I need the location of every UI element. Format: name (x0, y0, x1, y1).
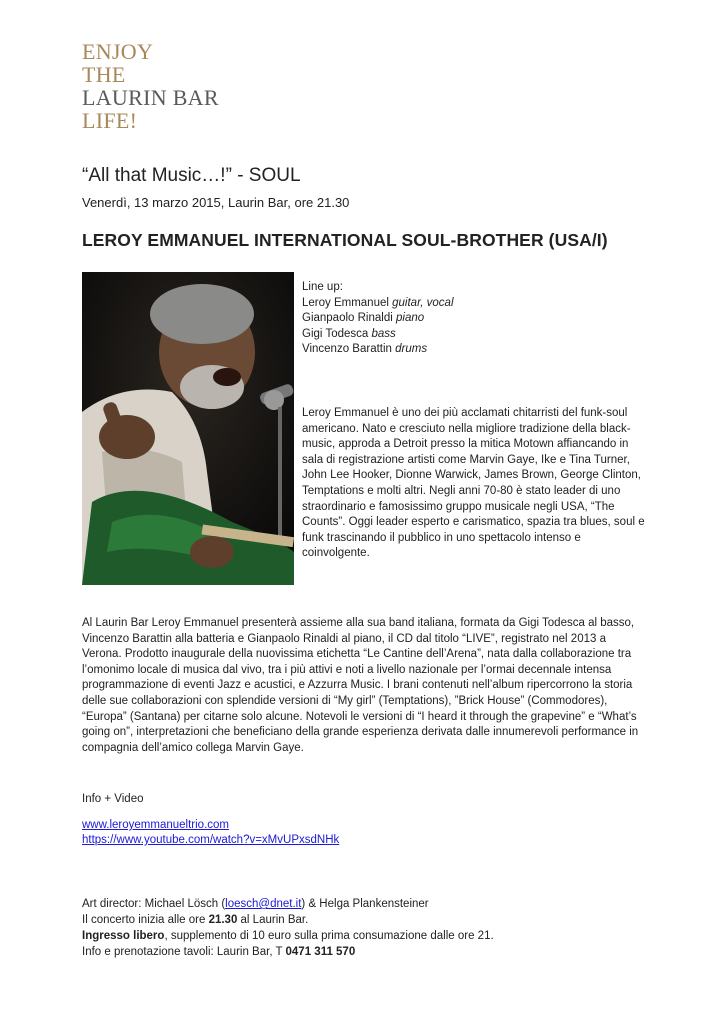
event-description: Al Laurin Bar Leroy Emmanuel presenterà assieme alla sua band italiana, formata da Gigi Todesca al basso, Vincenzo Barattin alla batteria e Gianpaolo Rinaldi al piano, il CD dal titolo “LIVE”, registrato nel 2013 a Verona. Prodotto inaugurale della nuovissima etichetta “Le Cantine dell’Arena”, nata dalla collaborazione tra l’omonimo locale di musica dal vivo, tra i più attivi e noti a livello nazionale per l’ormai decennale intensa programmazione di eventi Jazz e acustici, e Azzurra Music. I brani contenuti nell’album ripercorrono la storia delle sue collaborazioni con splendide versioni di “My girl” (Temptations), ”Brick House” (Commodores), “Europa” (Santana) per citarne solo alcune. Notevoli le versioni di “I heard it through the grapevine” e “What’s going on”, interpretazioni che beneficiano della grande esperienza derivata dalle innumerevoli performance in compagnia dell’amico collega Marvin Gaye. (82, 617, 639, 754)
booking-phone: 0471 311 570 (285, 946, 356, 958)
lineup-member (302, 296, 454, 312)
logo-line-the: THE (82, 62, 126, 87)
member-role: guitar, vocal (392, 296, 454, 309)
website-link[interactable]: www.leroyemmanueltrio.com (82, 819, 229, 831)
member-role: piano (396, 312, 425, 324)
entry-line (82, 928, 494, 944)
entry-free: Ingresso libero (82, 930, 165, 942)
footer (82, 896, 494, 960)
concert-suffix: al Laurin Bar. (237, 914, 309, 926)
member-role: drums (395, 343, 428, 355)
links (82, 818, 339, 848)
event-headline: LEROY EMMANUEL INTERNATIONAL SOUL-BROTHER (USA/I) (82, 230, 608, 250)
info-heading: Info + Video (82, 793, 144, 805)
logo-line-life: LIFE! (82, 108, 138, 133)
concert-prefix: Il concerto inizia alle ore (82, 914, 209, 926)
artist-bio: Leroy Emmanuel è uno dei più acclamati chitarristi del funk-soul americano. Nato e cresciuto nella migliore tradizione della black-music, approda a Detroit presso la mitica Motown affiancando in sala di registrazione artisti come Marvin Gaye, Ike e Tina Turner, John Lee Hooker, Dionne Warwick, James Brown, George Clinton, Temptations e molti altri. Negli anni 70-80 è stato leader di uno straordinario e famosissimo gruppo musicale negli USA, “The Counts”. Oggi leader esperto e carismatico, spazia tra blues, soul e funk trascinando il pubblico in uno spettacolo intenso e coinvolgente. (302, 407, 645, 560)
member-role: bass (371, 327, 396, 340)
lineup-heading: Line up: (302, 281, 343, 293)
concert-time: 21.30 (208, 914, 238, 926)
entry-rest: , supplemento di 10 euro sulla prima consumazione dalle ore 21. (164, 930, 494, 942)
booking-line (82, 944, 494, 960)
event-subtitle: “All that Music…!” - SOUL (82, 165, 301, 186)
lineup-member (302, 311, 454, 327)
logo (82, 40, 219, 132)
logo-line-laurin-bar: LAURIN BAR (82, 85, 219, 110)
concert-time-line (82, 912, 494, 928)
member-name: Leroy Emmanuel (302, 296, 389, 309)
youtube-link[interactable]: https://www.youtube.com/watch?v=xMvUPxsdNHk (82, 834, 340, 846)
art-director-line (82, 896, 494, 912)
email-link[interactable]: loesch@dnet.it (225, 898, 302, 910)
lineup-member (302, 327, 454, 343)
member-name: Vincenzo Barattin (302, 343, 392, 355)
artist-photo (82, 272, 294, 585)
booking-prefix: Info e prenotazione tavoli: Laurin Bar, T (82, 946, 286, 958)
logo-line-enjoy: ENJOY (82, 39, 154, 64)
art-prefix: Art director: Michael Lösch ( (82, 898, 226, 910)
art-suffix: ) & Helga Plankensteiner (301, 898, 429, 910)
lineup-member (302, 342, 454, 358)
member-name: Gigi Todesca (302, 327, 369, 340)
member-name: Gianpaolo Rinaldi (302, 312, 393, 324)
event-dateline: Venerdì, 13 marzo 2015, Laurin Bar, ore 21.30 (82, 195, 350, 210)
lineup (302, 280, 454, 358)
